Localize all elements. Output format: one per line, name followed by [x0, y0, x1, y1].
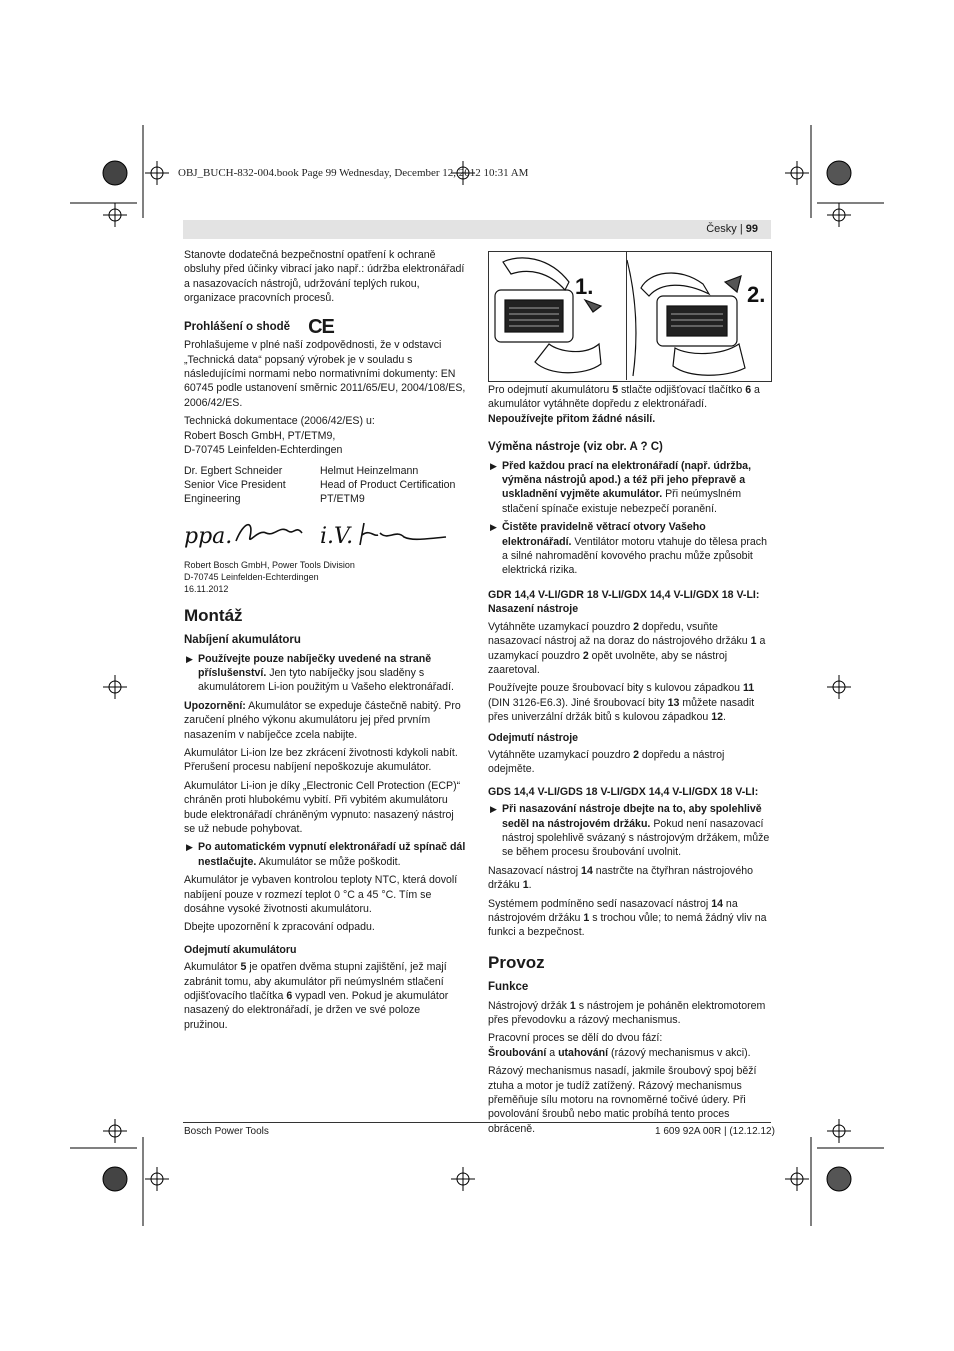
- ce-mark-icon: CE: [308, 315, 334, 338]
- gdr-insert-text: Vytáhněte uzamykací pouzdro 2 dopředu, vsuňte nasazovací nástroj až na doraz do nástrojového držáku 1 a uzamykací pouzdro 2 opět uvolněte, aby se nástroj zaaretoval.: [488, 620, 766, 676]
- section-provoz: Provoz: [488, 952, 545, 972]
- svg-text:ppa.: ppa.: [184, 523, 233, 549]
- figure-drawing: [489, 252, 771, 381]
- left-column: [184, 248, 466, 1036]
- step-1-label: 1.: [575, 274, 594, 299]
- charging-warning: Upozornění: Akumulátor se expeduje částečně nabitý. Pro zaručení plného výkonu akumulátoru jej před prvním nasazením v nabíječce zcela nabijte.: [184, 699, 461, 741]
- tool-removal-heading: Odejmutí nástroje: [488, 731, 579, 744]
- vibration-intro: Stanovte dodatečná bezpečnostní opatření k ochraně obsluhy před účinky vibrací jako např.: údržba elektronářadí a nasazovacích nástrojů, udržování teplých rukou, organizace pracovních procesů.: [184, 249, 465, 305]
- signature-graphic: [184, 511, 466, 555]
- bullet-triangle-icon: ▶: [490, 460, 497, 471]
- bullet-clean-vents: ▶ Čistěte pravidelně větrací otvory Vašeho elektronářadí. Ventilátor motoru vtahuje do tělesa prach a silné nahromadění kovového prachu může způsobit elektrická rizika.: [490, 521, 767, 577]
- signatory-left: Dr. Egbert Schneider Senior Vice President Engineering: [184, 464, 286, 506]
- conformity-text: Prohlašujeme v plné naší zodpovědnosti, že v odstavci „Technická data“ popsaný výrobek je v souladu s následujícími normami nebo normativními dokumenty: EN 60745 podle ustanovení směrnic 2011/65/EU, 2004/108/ES, 2006/42/ES.: [184, 339, 466, 409]
- disposal-text: Dbejte upozornění k zpracování odpadu.: [184, 921, 375, 934]
- footer-brand: Bosch Power Tools: [184, 1126, 269, 1137]
- gdr-bits-text: Používejte pouze šroubovací bity s kulovou západkou 11 (DIN 3126-E6.3). Jiné šroubovací bity 13 můžete nasadit přes univerzální držák bitů s kulovou západkou 12.: [488, 682, 755, 724]
- liion-charging: Akumulátor Li-ion lze bez zkrácení životnosti kdykoli nabít. Přerušení procesu nabíjení nepoškozuje akumulátor.: [184, 746, 458, 774]
- section-montaz: Montáž: [184, 605, 243, 625]
- charging-heading: Nabíjení akumulátoru: [184, 634, 301, 647]
- bullet-triangle-icon: ▶: [490, 522, 497, 533]
- right-column: [488, 383, 770, 1140]
- bullet-seat-tool: ▶ Při nasazování nástroje dbejte na to, aby spolehlivě seděl na nástrojovém držáku. Pokud není nasazovací nástroj spolehlivě svázaný s nástrojovým držákem, může se během procesu šroubování uvolnit.: [490, 803, 770, 859]
- gds-heading: GDS 14,4 V-LI/GDS 18 V-LI/GDX 14,4 V-LI/GDX 18 V-LI:: [488, 785, 759, 798]
- bullet-chargers: ▶ Používejte pouze nabíječky uvedené na straně příslušenství. Jen tyto nabíječky jsou sladěny s akumulátorem Li-ion použitým u Vašeho elektronářadí.: [186, 652, 454, 694]
- battery-removal-figure: [488, 251, 772, 382]
- bullet-triangle-icon: ▶: [186, 842, 193, 853]
- figure-divider: [626, 251, 627, 380]
- battery-removal-text: Akumulátor 5 je opatřen dvěma stupni zajištění, jež mají zabránit tomu, aby akumulátor při neúmyslném stlačení odjišťovacího tlačítka 6 vypadl ven. Pokud je akumulátor nasazený do elektronářadí, je držen ve své poloze pružinou.: [184, 961, 449, 1031]
- signatures: [184, 511, 466, 555]
- tool-removal-text: Vytáhněte uzamykací pouzdro 2 dopředu a nástroj odejměte.: [488, 748, 725, 776]
- liion-ecp: Akumulátor Li-ion je díky „Electronic Cell Protection (ECP)“ chráněn proti hlubokému vybití. Při vybitém akumulátoru bude elektronářadí chráněným vypnuto: nasazený nástroj se už nebude pohybovat.: [184, 779, 461, 836]
- print-slug: OBJ_BUCH-832-004.book Page 99 Wednesday, December 12, 2012 10:31 AM: [178, 167, 529, 179]
- signatory-right: Helmut Heinzelmann Head of Product Certification PT/ETM9: [320, 464, 456, 506]
- header-language: Česky: [706, 223, 737, 235]
- page-number: 99: [745, 223, 758, 235]
- footer-docnumber: 1 609 92A 00R | (12.12.12): [655, 1126, 775, 1137]
- conformity-heading: Prohlášení o shodě CE: [184, 315, 334, 338]
- tech-doc: Technická dokumentace (2006/42/ES) u: Robert Bosch GmbH, PT/ETM9, D-70745 Leinfelden-Echterdingen: [184, 415, 375, 457]
- figure-caption: Pro odejmutí akumulátoru 5 stlačte odjišťovací tlačítko 6 a akumulátor vytáhněte dopředu z elektronářadí. Nepoužívejte přitom žádné násilí.: [488, 384, 760, 425]
- bullet-auto-off: ▶ Po automatickém vypnutí elektronářadí už spínač dál nestlačujte. Akumulátor se může poškodit.: [186, 841, 466, 868]
- step-2-label: 2.: [747, 282, 766, 307]
- battery-removal-heading: Odejmutí akumulátoru: [184, 943, 297, 956]
- gds-play-text: Systémem podmíněno sedí nasazovací nástroj 14 na nástrojovém držáku 1 s trochou vůle; to nemá žádný vliv na funkci a bezpečnost.: [488, 897, 767, 939]
- tool-change-heading: Výměna nástroje (viz obr. A ? C): [488, 441, 663, 454]
- bullet-triangle-icon: ▶: [490, 804, 497, 815]
- function-text-1: Nástrojový držák 1 s nástrojem je poháněn elektromotorem přes převodovku a rázový mechanismus.: [488, 999, 766, 1027]
- company-address: Robert Bosch GmbH, Power Tools Division D-70745 Leinfelden-Echterdingen 16.11.2012: [184, 559, 355, 594]
- bullet-remove-battery: ▶ Před každou prací na elektronářadí (např. údržba, výměna nástrojů apod.) a též při jeho přepravě a uskladnění vyjměte akumulátor. Při neúmyslném stlačení spínače existuje nebezpečí poranění.: [490, 459, 752, 515]
- svg-text:i.V.: i.V.: [320, 523, 354, 549]
- page-header: [706, 223, 758, 235]
- footer-rule: [183, 1122, 771, 1123]
- bullet-triangle-icon: ▶: [186, 653, 193, 664]
- signatories: [184, 464, 466, 507]
- header-bar: [183, 220, 771, 239]
- function-heading: Funkce: [488, 981, 529, 994]
- function-text-2: Pracovní proces se dělí do dvou fází: Šroubování a utahování (rázový mechanismus v akci).: [488, 1032, 751, 1059]
- gds-insert-text: Nasazovací nástroj 14 nastrčte na čtyřhran nástrojového držáku 1.: [488, 864, 754, 892]
- ntc-text: Akumulátor je vybaven kontrolou teploty NTC, která dovolí nabíjení pouze v rozmezí teplot 0 °C a 45 °C. Tím se dosáhne vysoké životnosti akumulátoru.: [184, 874, 458, 916]
- gdr-heading: GDR 14,4 V-LI/GDR 18 V-LI/GDX 14,4 V-LI/GDX 18 V-LI: Nasazení nástroje: [488, 588, 760, 616]
- header-separator: |: [736, 223, 746, 235]
- function-text-3: Rázový mechanismus nasadí, jakmile šroubový spoj běží ztuha a motor je tudíž zatížený. Rázový mechanismus přeměňuje sílu motoru na rovnoměrné točivé údery. Při povolování šroubů nebo matic probíhá tento proces obráceně.: [488, 1065, 757, 1135]
